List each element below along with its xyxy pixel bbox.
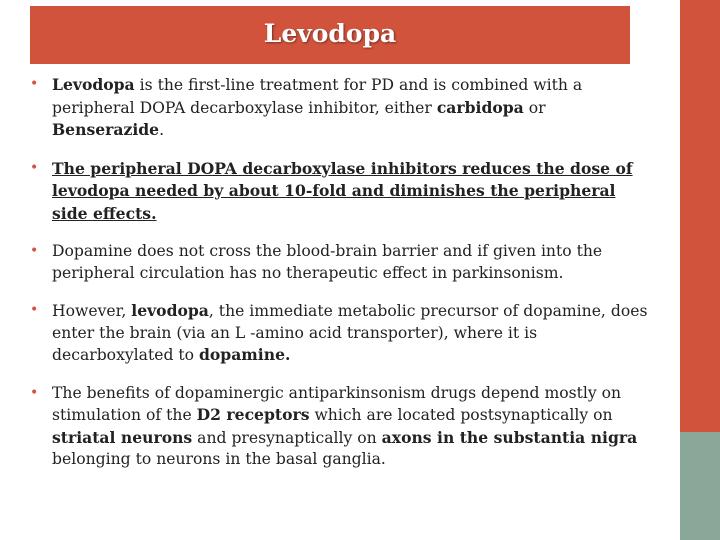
- bullet-marker: •: [30, 243, 39, 259]
- bullet-marker: •: [30, 76, 39, 92]
- slide-title: Levodopa: [263, 18, 397, 48]
- bullet-text: Dopamine does not cross the blood-brain barrier and if given into the peripheral circulation has no therapeutic effect in parkinsonism.: [52, 242, 603, 282]
- bullet-list: [30, 74, 652, 487]
- bullet-text: The benefits of dopaminergic antiparkinsonism drugs depend mostly on stimulation of the: [52, 383, 622, 424]
- bullet-item: [30, 158, 652, 226]
- bullet-text: is the first-line treatment for PD and is combined with a peripheral DOPA decarboxylase inhibitor, either: [52, 76, 583, 117]
- bullet-text: belonging to neurons in the basal ganglia.: [52, 450, 386, 468]
- bullet-bold-text: axons in the substantia nigra: [381, 427, 638, 447]
- bullet-bold-text: D2 receptors: [196, 405, 310, 424]
- bullet-text: and presynaptically on: [192, 428, 382, 447]
- bullet-item: [30, 241, 652, 284]
- bullet-item: [30, 300, 652, 367]
- side-accent-block: [680, 432, 720, 540]
- bullet-bold-text: levodopa: [131, 301, 209, 320]
- bullet-bold-text: Levodopa: [52, 75, 135, 94]
- bullet-bold-text: striatal neurons: [52, 427, 193, 447]
- bullet-underlined-text: The peripheral DOPA decarboxylase inhibitors reduces the dose of levodopa needed by about 10-fold and diminishes the peripheral side effects.: [52, 158, 633, 223]
- bullet-item: [30, 74, 652, 142]
- bullet-text: which are located postsynaptically on: [309, 406, 613, 424]
- bullet-item: [30, 383, 652, 471]
- bullet-marker: •: [30, 384, 39, 401]
- title-bar: [30, 6, 630, 64]
- bullet-bold-text: carbidopa: [436, 97, 524, 117]
- bullet-text: .: [159, 121, 165, 139]
- bullet-text: or: [523, 98, 546, 117]
- bullet-marker: •: [30, 302, 39, 318]
- bullet-marker: •: [30, 159, 39, 176]
- bullet-bold-text: Benserazide: [52, 120, 160, 139]
- bullet-text: , the immediate metabolic precursor of dopamine, does enter the brain (via an L -amino acid transporter), where it is decarboxylated to: [52, 302, 648, 364]
- bullet-bold-text: dopamine.: [199, 345, 291, 364]
- bullet-text: However,: [52, 302, 132, 320]
